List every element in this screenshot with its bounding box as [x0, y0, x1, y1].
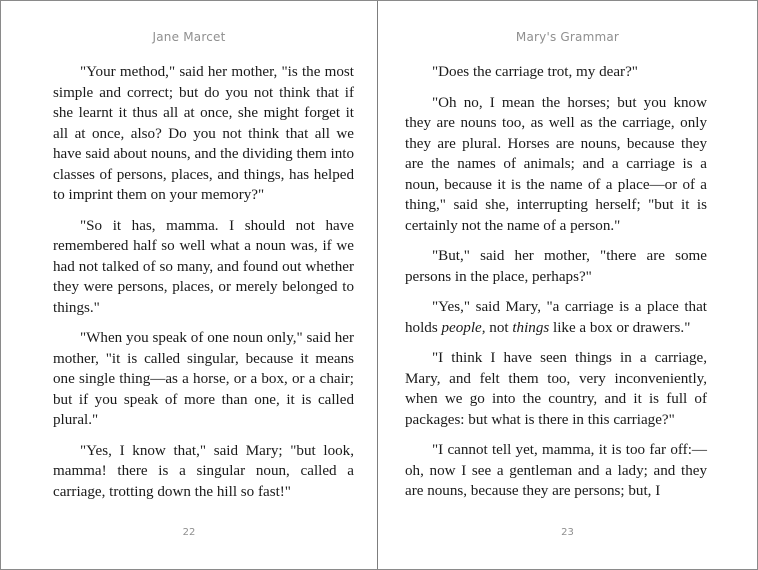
paragraph: "Oh no, I mean the horses; but you know they are nouns too, as well as the carriage, only they are plural. Horses are nouns, because they are the names of animals; and a carriage is a noun, because it is the name of a place—or of a thing," said she, interrupting herself; "but it is certainly not the name of a person."	[405, 94, 707, 234]
paragraph: "When you speak of one noun only," said her mother, "it is called singular, because it means one single thing—as a horse, or a box, or a chair; but if you speak of more than one, it is called plural."	[53, 330, 354, 428]
paragraph: "I cannot tell yet, mamma, it is too far off:—oh, now I see a gentleman and a lady; and they are nouns, because they are persons; but, I	[405, 442, 707, 499]
paragraph: "Yes, I know that," said Mary; "but look, mamma! there is a singular noun, called a carriage, trotting down the hill so fast!"	[53, 442, 354, 500]
right-page-text	[405, 62, 707, 512]
paragraph: "So it has, mamma. I should not have remembered half so well what a noun was, if we had not talked of so many, and found out whether they were persons, places, or merely belonged to things."	[53, 217, 354, 316]
paragraph: "Your method," said her mother, "is the most simple and correct; but do you not think that if she learnt it thus all at once, she might forget it all at once, also? Do you not think that all we have said about nouns, and the dividing them into classes of persons, places, and things, has helped to imprint them on your memory?"	[53, 64, 354, 203]
paragraph-with-italics	[405, 297, 707, 338]
paragraph: "Does the carriage trot, my dear?"	[432, 64, 638, 80]
italic-word: things	[512, 319, 550, 336]
left-running-head: Jane Marcet	[152, 30, 226, 44]
text-run: "Yes," said Mary, "a carriage is a place that holds	[405, 299, 707, 336]
left-page-number: 22	[182, 527, 196, 538]
left-page-text	[53, 62, 354, 512]
paragraph: "But," said her mother, "there are some persons in the place, perhaps?"	[405, 248, 707, 285]
paragraph: "I think I have seen things in a carriage, Mary, and felt them too, very inconveniently, when we go into the country, and it is full of packages: but what is there in this carriage?"	[405, 350, 707, 428]
right-running-head: Mary's Grammar	[515, 30, 620, 44]
left-page	[1, 1, 378, 569]
right-page-number: 23	[561, 527, 574, 538]
text-run: not	[485, 319, 513, 336]
text-run: like a box or drawers."	[549, 319, 691, 336]
italic-word: people,	[441, 319, 486, 336]
right-page	[378, 1, 757, 569]
